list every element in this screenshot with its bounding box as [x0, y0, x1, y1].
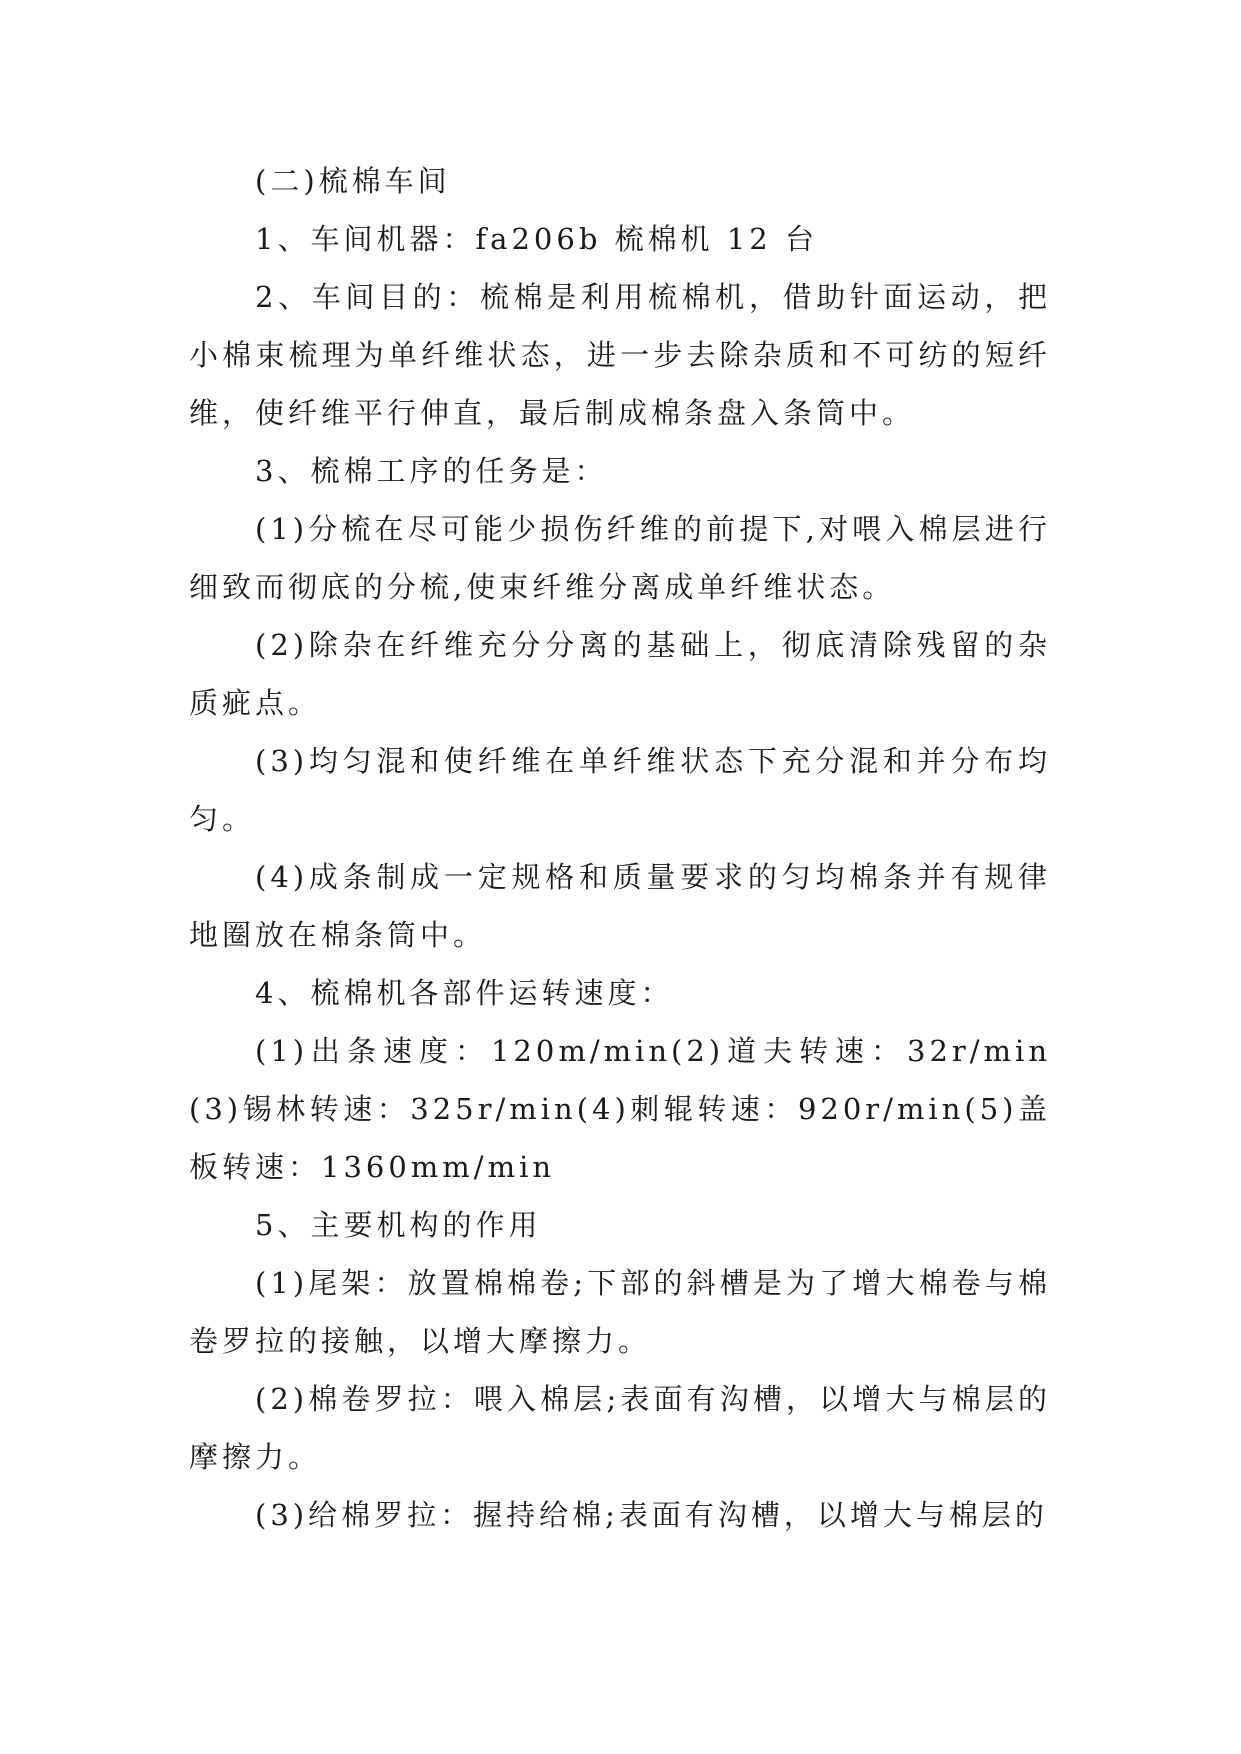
paragraph: (1)尾架：放置棉棉卷;下部的斜槽是为了增大棉卷与棉卷罗拉的接触，以增大摩擦力。	[189, 1266, 1051, 1358]
paragraph: (1)出条速度：120m/min(2)道夫转速：32r/min(3)锡林转速：325r/min(4)刺辊转速：920r/min(5)盖板转速：1360mm/min	[189, 1034, 1051, 1184]
section-heading: (二)梳棉车间	[255, 164, 451, 198]
paragraph: (4)成条制成一定规格和质量要求的匀均棉条并有规律地圈放在棉条筒中。	[189, 860, 1051, 952]
paragraph: (2)除杂在纤维充分分离的基础上，彻底清除残留的杂质疵点。	[189, 628, 1051, 720]
paragraph: (3)给棉罗拉：握持给棉;表面有沟槽，以增大与棉层的	[255, 1498, 1048, 1532]
document-body	[189, 152, 1051, 1544]
paragraph: (3)均匀混和使纤维在单纤维状态下充分混和并分布均匀。	[189, 744, 1051, 836]
paragraph: (1)分梳在尽可能少损伤纤维的前提下,对喂入棉层进行细致而彻底的分梳,使束纤维分离成单纤维状态。	[189, 512, 1051, 604]
paragraph: (2)棉卷罗拉：喂入棉层;表面有沟槽，以增大与棉层的摩擦力。	[189, 1382, 1051, 1474]
paragraph: 3、梳棉工序的任务是：	[255, 454, 608, 488]
paragraph: 5、主要机构的作用	[255, 1208, 542, 1242]
paragraph: 4、梳棉机各部件运转速度：	[255, 976, 674, 1010]
paragraph: 1、车间机器：fa206b 梳棉机 12 台	[255, 222, 818, 256]
paragraph: 2、车间目的：梳棉是利用梳棉机，借助针面运动，把小棉束梳理为单纤维状态，进一步去除杂质和不可纺的短纤维，使纤维平行伸直，最后制成棉条盘入条筒中。	[189, 280, 1051, 430]
